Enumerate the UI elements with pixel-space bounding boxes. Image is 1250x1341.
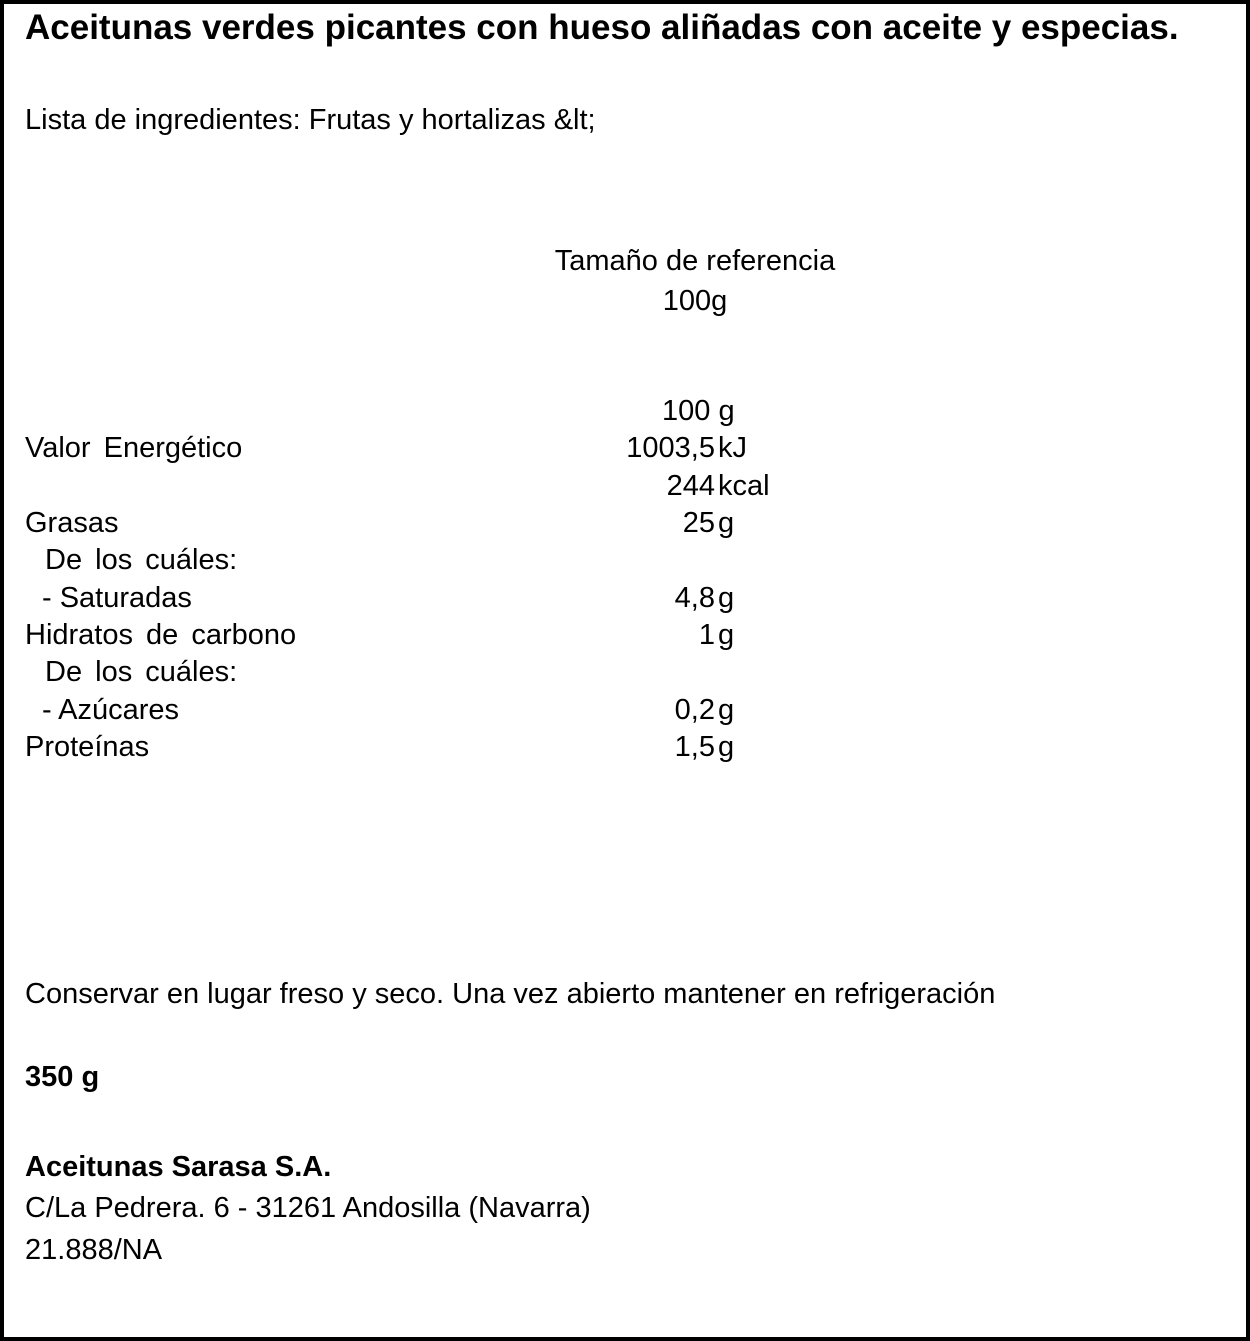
nutrition-row-unit: g <box>718 619 735 651</box>
nutrition-row-label: Hidratos de carbono <box>25 619 297 651</box>
nutrition-row-label: De los cuáles: <box>45 544 238 576</box>
nutrition-row-unit: g <box>718 731 735 763</box>
nutrition-row-label: De los cuáles: <box>45 656 238 688</box>
registry-number: 21.888/NA <box>25 1234 163 1266</box>
nutrition-row-value: 1003,5 <box>626 432 715 464</box>
nutrition-row-value: 25 <box>682 507 715 539</box>
nutrition-row-value: 4,8 <box>674 582 715 614</box>
nutrition-row-value: 1,5 <box>674 731 715 763</box>
reference-size-amount: 100g <box>662 285 728 317</box>
storage-instructions: Conservar en lugar freso y seco. Una vez abierto mantener en refrigeración <box>25 978 996 1010</box>
reference-size-label: Tamaño de referencia <box>554 245 836 277</box>
nutrition-row-unit: kJ <box>718 432 747 464</box>
company-name: Aceitunas Sarasa S.A. <box>25 1151 332 1183</box>
nutrition-row-unit: g <box>718 694 735 726</box>
nutrition-row-label: Valor Energético <box>25 432 243 464</box>
net-weight: 350 g <box>25 1061 100 1093</box>
nutrition-row-label: - Saturadas <box>42 582 192 614</box>
nutrition-row-label: - Azúcares <box>42 694 179 726</box>
nutrition-row-label: Grasas <box>25 507 119 539</box>
nutrition-row-value: 244 <box>666 470 715 502</box>
nutrition-row-unit: g <box>718 507 735 539</box>
ingredients-list: Lista de ingredientes: Frutas y hortalizas &lt; <box>25 104 596 136</box>
nutrition-row-value: 1 <box>698 619 715 651</box>
nutrition-row-label: Proteínas <box>25 731 150 763</box>
company-address: C/La Pedrera. 6 - 31261 Andosilla (Navarra) <box>25 1192 591 1224</box>
nutrition-row-unit: kcal <box>718 470 770 502</box>
product-title: Aceitunas verdes picantes con hueso aliñadas con aceite y especias. <box>25 8 1179 47</box>
nutrition-row-unit: g <box>718 582 735 614</box>
nutrition-column-header: 100 g <box>662 395 735 427</box>
nutrition-row-value: 0,2 <box>674 694 715 726</box>
